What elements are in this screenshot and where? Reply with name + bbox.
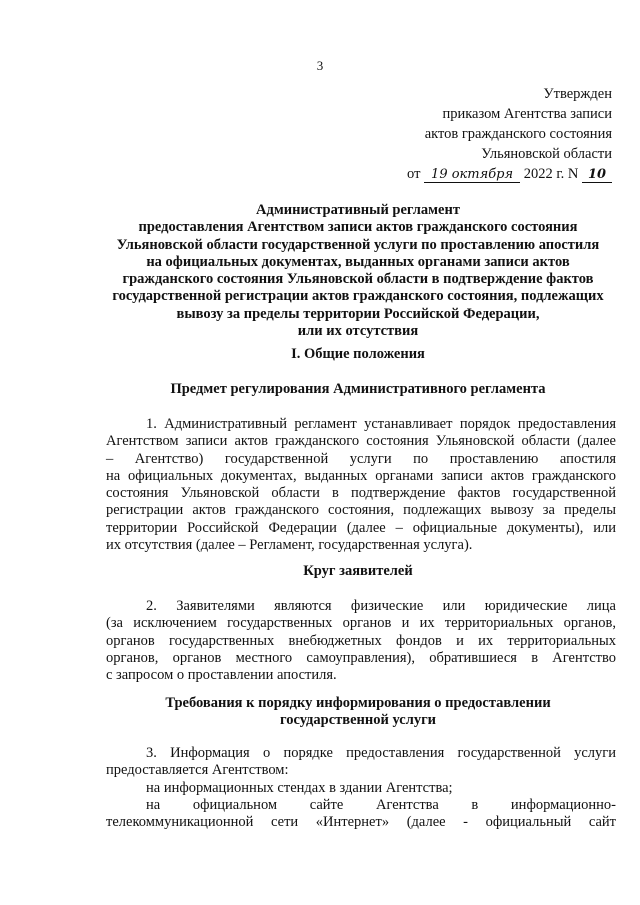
paragraph-line: органов государственных внебюджетных фондов и их территориальных: [106, 632, 616, 649]
document-title: [100, 202, 616, 340]
approval-line: Утвержден: [543, 86, 612, 102]
subsection-heading: [100, 381, 616, 398]
paragraph-line: состояния Ульяновской области в подтверждение фактов государственной: [106, 485, 616, 502]
paragraph-line: (за исключением государственных органов и их территориальных органов,: [106, 615, 616, 632]
paragraph-line: органов, органов местного самоуправления), обратившиеся в Агентство: [106, 649, 616, 666]
paragraph-line: 2. Заявителями являются физические или юридические лица: [146, 598, 616, 614]
title-line: Ульяновской области государственной услуги по проставлению апостиля: [116, 236, 600, 253]
subsection-heading: [100, 695, 616, 729]
paragraph-3: [106, 745, 616, 831]
section-heading: [100, 346, 616, 363]
subsection-title: Круг заявителей: [303, 563, 413, 579]
paragraph-line: на информационных стендах в здании Агентства;: [146, 779, 453, 796]
title-line: на официальных документах, выданных органами записи актов: [146, 253, 570, 270]
paragraph-line: – Агентство) государственной услуги по проставлению апостиля: [106, 450, 616, 467]
paragraph-line: Агентством записи актов гражданского состояния Ульяновской области (далее: [106, 433, 616, 450]
subsection-heading: [100, 563, 616, 580]
title-line: Административный регламент: [256, 202, 460, 218]
approval-line: актов гражданского состояния: [424, 126, 612, 142]
section-title: I. Общие положения: [291, 346, 425, 362]
approval-line: Ульяновской области: [481, 146, 612, 162]
paragraph-line: телекоммуникационной сети «Интернет» (далее - официальный сайт: [106, 814, 616, 831]
title-line: государственной регистрации актов гражданского состояния, подлежащих: [112, 288, 604, 305]
paragraph-line: территории Российской Федерации (далее – официальные документы), или: [106, 519, 616, 536]
approval-date-line: [372, 164, 612, 184]
subsection-title: государственной услуги: [279, 712, 437, 728]
paragraph-line: 3. Информация о порядке предоставления государственной услуги: [146, 745, 616, 761]
subsection-title: Предмет регулирования Административного регламента: [170, 381, 546, 397]
page-number: 3: [316, 58, 324, 73]
paragraph-line: предоставляется Агентством:: [106, 762, 289, 779]
approval-stamp: [372, 84, 612, 184]
paragraph-line: на официальных документах, выданных органами записи актов гражданского: [106, 467, 616, 484]
paragraph-2: [106, 598, 616, 684]
title-line: вывозу за пределы территории Российской Федерации,: [176, 305, 540, 322]
paragraph-line: регистрации актов гражданского состояния, подлежащих вывозу за пределы: [106, 502, 616, 519]
paragraph-line: 1. Административный регламент устанавливает порядок предоставления: [146, 416, 616, 432]
paragraph-line: их отсутствия (далее – Регламент, государственная услуга).: [106, 537, 473, 554]
year-text: 2022 г. N: [523, 166, 579, 182]
approval-line: приказом Агентства записи: [442, 106, 612, 122]
title-line: гражданского состояния Ульяновской области в подтверждение фактов: [122, 271, 594, 288]
subsection-title: Требования к порядку информирования о предоставлении: [165, 695, 551, 711]
paragraph-1: [106, 416, 616, 554]
paragraph-line: с запросом о проставлении апостиля.: [106, 667, 337, 684]
title-line: предоставления Агентством записи актов гражданского состояния: [138, 219, 578, 236]
title-line: или их отсутствия: [297, 323, 419, 340]
handwritten-number: 10: [582, 168, 612, 183]
handwritten-date: 19 октября: [424, 168, 520, 183]
from-label: от: [407, 166, 421, 182]
paragraph-line: на официальном сайте Агентства в информационно-: [146, 796, 616, 813]
